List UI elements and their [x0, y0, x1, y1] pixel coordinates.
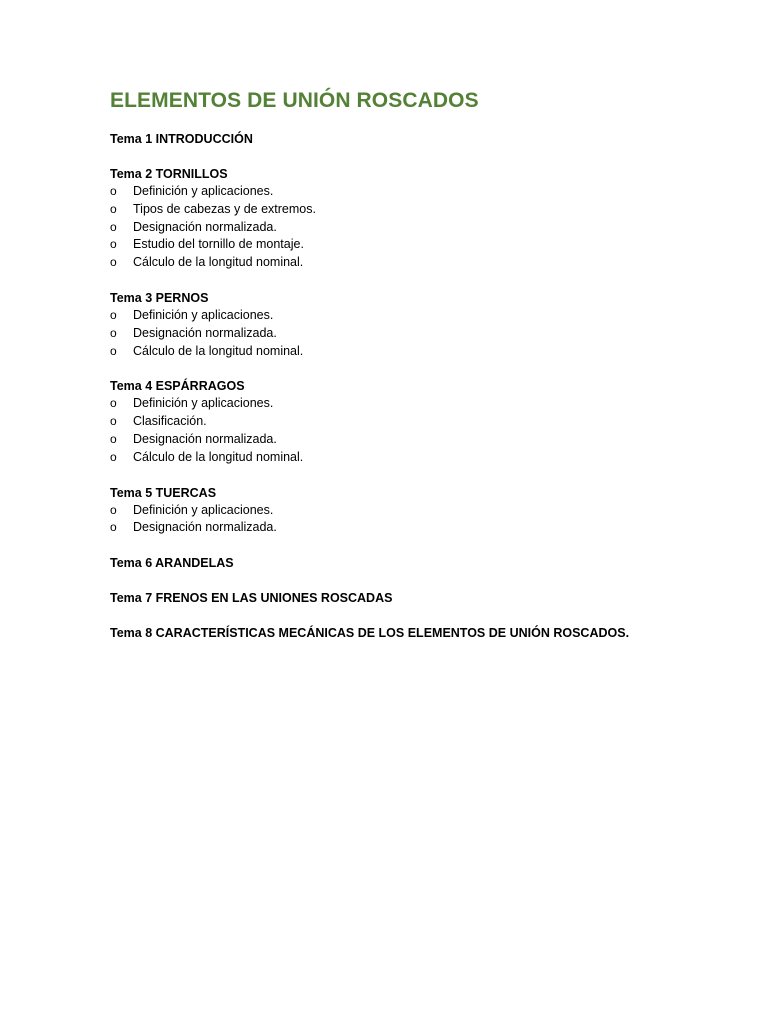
- subtopic-text: Cálculo de la longitud nominal.: [133, 449, 304, 464]
- topic-section: [110, 377, 730, 466]
- subtopic-item: [110, 343, 730, 361]
- subtopic-item: [110, 254, 730, 272]
- document-page: [110, 86, 730, 659]
- subtopic-text: Definición y aplicaciones.: [133, 307, 274, 322]
- subtopic-item: [110, 307, 730, 325]
- topic-heading: Tema 4 ESPÁRRAGOS: [110, 379, 245, 394]
- subtopic-text: Designación normalizada.: [133, 219, 277, 234]
- hollow-bullet-icon: o: [110, 325, 117, 340]
- subtopic-text: Clasificación.: [133, 414, 207, 429]
- hollow-bullet-icon: o: [110, 396, 117, 411]
- subtopic-text: Estudio del tornillo de montaje.: [133, 237, 304, 252]
- topic-heading: Tema 6 ARANDELAS: [110, 556, 234, 571]
- subtopic-text: Designación normalizada.: [133, 431, 277, 446]
- subtopic-text: Definición y aplicaciones.: [133, 502, 274, 517]
- subtopic-item: [110, 201, 730, 219]
- subtopic-text: Tipos de cabezas y de extremos.: [133, 201, 316, 216]
- hollow-bullet-icon: o: [110, 431, 117, 446]
- subtopic-text: Cálculo de la longitud nominal.: [133, 255, 304, 270]
- topic-section: [110, 554, 730, 572]
- subtopic-item: [110, 325, 730, 343]
- hollow-bullet-icon: o: [110, 502, 117, 517]
- topic-heading: Tema 8 CARACTERÍSTICAS MECÁNICAS DE LOS ELEMENTOS DE UNIÓN ROSCADOS.: [110, 626, 630, 641]
- subtopic-item: [110, 236, 730, 254]
- topic-heading: Tema 3 PERNOS: [110, 290, 209, 305]
- subtopic-item: [110, 431, 730, 449]
- subtopic-item: [110, 183, 730, 201]
- subtopic-list: [110, 395, 730, 466]
- subtopic-text: Definición y aplicaciones.: [133, 184, 274, 198]
- topic-section: [110, 130, 730, 148]
- topic-list: [110, 130, 730, 642]
- subtopic-item: [110, 449, 730, 467]
- hollow-bullet-icon: o: [110, 219, 117, 234]
- subtopic-list: [110, 183, 730, 272]
- subtopic-item: [110, 413, 730, 431]
- topic-section: [110, 624, 730, 642]
- hollow-bullet-icon: o: [110, 201, 117, 216]
- topic-heading: Tema 1 INTRODUCCIÓN: [110, 132, 253, 146]
- topic-heading: Tema 7 FRENOS EN LAS UNIONES ROSCADAS: [110, 591, 393, 606]
- subtopic-item: [110, 395, 730, 413]
- hollow-bullet-icon: o: [110, 307, 117, 322]
- topic-section: [110, 589, 730, 607]
- topic-heading: Tema 5 TUERCAS: [110, 485, 217, 500]
- subtopic-text: Definición y aplicaciones.: [133, 396, 274, 411]
- hollow-bullet-icon: o: [110, 520, 117, 535]
- topic-heading: Tema 2 TORNILLOS: [110, 167, 228, 181]
- subtopic-item: [110, 519, 730, 537]
- hollow-bullet-icon: o: [110, 184, 117, 198]
- subtopic-list: [110, 502, 730, 538]
- subtopic-list: [110, 307, 730, 360]
- hollow-bullet-icon: o: [110, 343, 117, 358]
- topic-section: [110, 484, 730, 538]
- hollow-bullet-icon: o: [110, 255, 117, 270]
- subtopic-item: [110, 219, 730, 237]
- hollow-bullet-icon: o: [110, 449, 117, 464]
- hollow-bullet-icon: o: [110, 414, 117, 429]
- subtopic-text: Designación normalizada.: [133, 520, 277, 535]
- subtopic-text: Designación normalizada.: [133, 325, 277, 340]
- document-title: ELEMENTOS DE UNIÓN ROSCADOS: [110, 89, 479, 112]
- topic-section: [110, 165, 730, 272]
- subtopic-item: [110, 502, 730, 520]
- subtopic-text: Cálculo de la longitud nominal.: [133, 343, 304, 358]
- hollow-bullet-icon: o: [110, 237, 117, 252]
- topic-section: [110, 289, 730, 360]
